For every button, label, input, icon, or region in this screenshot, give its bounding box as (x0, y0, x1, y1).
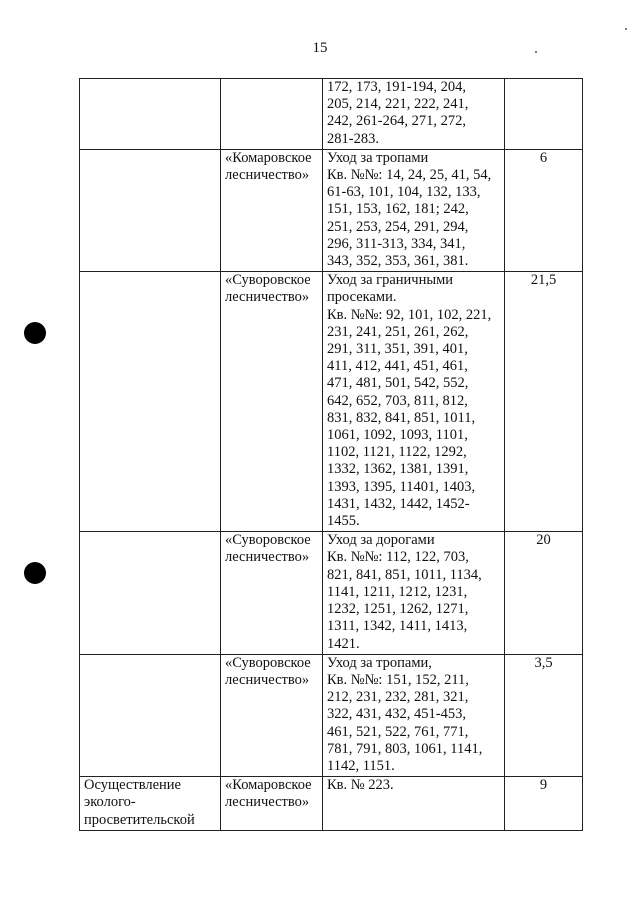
punch-hole-top (24, 322, 46, 344)
forestry-cell (221, 272, 323, 532)
text-line: лесничество» (225, 794, 310, 811)
text-line: «Комаровское (225, 149, 312, 166)
description-cell (323, 79, 505, 150)
area-value: 3,5 (534, 654, 553, 671)
description-cell (323, 272, 505, 532)
text-line: 642, 652, 703, 811, 812, (327, 392, 468, 409)
text-line: Осуществление (84, 777, 181, 794)
scan-speck (625, 28, 627, 30)
description-cell (323, 532, 505, 654)
text-line: 242, 261-264, 271, 272, (327, 113, 466, 130)
text-line: 231, 241, 251, 261, 262, (327, 323, 469, 340)
activity-cell (80, 272, 221, 532)
text-line: Кв. №№: 14, 24, 25, 41, 54, (327, 167, 492, 184)
text-line: 1332, 1362, 1381, 1391, (327, 461, 469, 478)
activity-cell (80, 79, 221, 150)
text-line: Уход за тропами (327, 149, 429, 166)
text-line: 461, 521, 522, 761, 771, (327, 723, 469, 740)
text-line: лесничество» (225, 549, 310, 566)
text-line: Уход за тропами, (327, 654, 432, 671)
table-row (80, 532, 583, 654)
text-line: 251, 253, 254, 291, 294, (327, 218, 469, 235)
forestry-works-table (79, 78, 583, 831)
text-line: лесничество» (225, 671, 310, 688)
text-line: 322, 431, 432, 451-453, (327, 706, 466, 723)
page-number: 15 (312, 40, 328, 56)
table-row (80, 654, 583, 776)
text-line: 471, 481, 501, 542, 552, (327, 375, 469, 392)
text-line: 1431, 1432, 1442, 1452- (327, 495, 470, 512)
text-line: 172, 173, 191-194, 204, (327, 79, 466, 95)
area-value: 21,5 (530, 272, 557, 289)
area-cell (505, 654, 583, 776)
text-line: эколого- (84, 794, 136, 811)
text-line: 1232, 1251, 1262, 1271, (327, 601, 469, 618)
text-line: 205, 214, 221, 222, 241, (327, 96, 469, 113)
activity-cell (80, 149, 221, 271)
text-line: 1141, 1211, 1212, 1231, (327, 583, 468, 600)
area-cell (505, 532, 583, 654)
activity-cell (80, 654, 221, 776)
text-line: Кв. №№: 151, 152, 211, (327, 671, 469, 688)
text-line: 291, 311, 351, 391, 401, (327, 341, 468, 358)
description-cell (323, 777, 505, 831)
description-cell (323, 149, 505, 271)
text-line: 212, 231, 232, 281, 321, (327, 689, 469, 706)
forestry-cell (221, 149, 323, 271)
text-line: лесничество» (225, 289, 310, 306)
text-line: 343, 352, 353, 361, 381. (327, 253, 469, 270)
text-line: Кв. № 223. (327, 777, 394, 794)
text-line: 1421. (327, 635, 360, 652)
area-cell (505, 79, 583, 150)
text-line: 151, 153, 162, 181; 242, (327, 201, 469, 218)
text-line: 296, 311-313, 334, 341, (327, 235, 466, 252)
area-cell (505, 777, 583, 831)
table-row (80, 777, 583, 831)
area-cell (505, 149, 583, 271)
text-line: лесничество» (225, 167, 310, 184)
table-row (80, 79, 583, 150)
text-line: просеками. (327, 289, 397, 306)
forestry-cell (221, 79, 323, 150)
text-line: Кв. №№: 112, 122, 703, (327, 549, 469, 566)
activity-cell (80, 777, 221, 831)
forestry-cell (221, 532, 323, 654)
text-line: 821, 841, 851, 1011, 1134, (327, 566, 482, 583)
text-line: Кв. №№: 92, 101, 102, 221, (327, 306, 492, 323)
area-value: 6 (539, 149, 548, 166)
text-line: 1311, 1342, 1411, 1413, (327, 618, 468, 635)
punch-hole-bottom (24, 562, 46, 584)
area-cell (505, 272, 583, 532)
text-line: 1102, 1121, 1122, 1292, (327, 444, 467, 461)
text-line: «Комаровское (225, 777, 312, 794)
scan-speck (535, 51, 537, 53)
text-line: 61-63, 101, 104, 132, 133, (327, 184, 481, 201)
text-line: Уход за граничными (327, 272, 454, 289)
text-line: «Суворовское (225, 654, 311, 671)
area-value: 9 (539, 777, 548, 794)
table-row (80, 149, 583, 271)
text-line: 281-283. (327, 130, 379, 147)
text-line: Уход за дорогами (327, 532, 435, 549)
text-line: 781, 791, 803, 1061, 1141, (327, 740, 483, 757)
table-row (80, 272, 583, 532)
forestry-cell (221, 777, 323, 831)
text-line: 1455. (327, 513, 360, 530)
description-cell (323, 654, 505, 776)
text-line: «Суворовское (225, 532, 311, 549)
forestry-cell (221, 654, 323, 776)
text-line: 1061, 1092, 1093, 1101, (327, 427, 468, 444)
text-line: 1393, 1395, 11401, 1403, (327, 478, 476, 495)
text-line: просветительской (84, 811, 195, 828)
text-line: «Суворовское (225, 272, 311, 289)
text-line: 1142, 1151. (327, 757, 395, 774)
text-line: 831, 832, 841, 851, 1011, (327, 409, 476, 426)
activity-cell (80, 532, 221, 654)
text-line: 411, 412, 441, 451, 461, (327, 358, 468, 375)
area-value: 20 (536, 532, 551, 549)
